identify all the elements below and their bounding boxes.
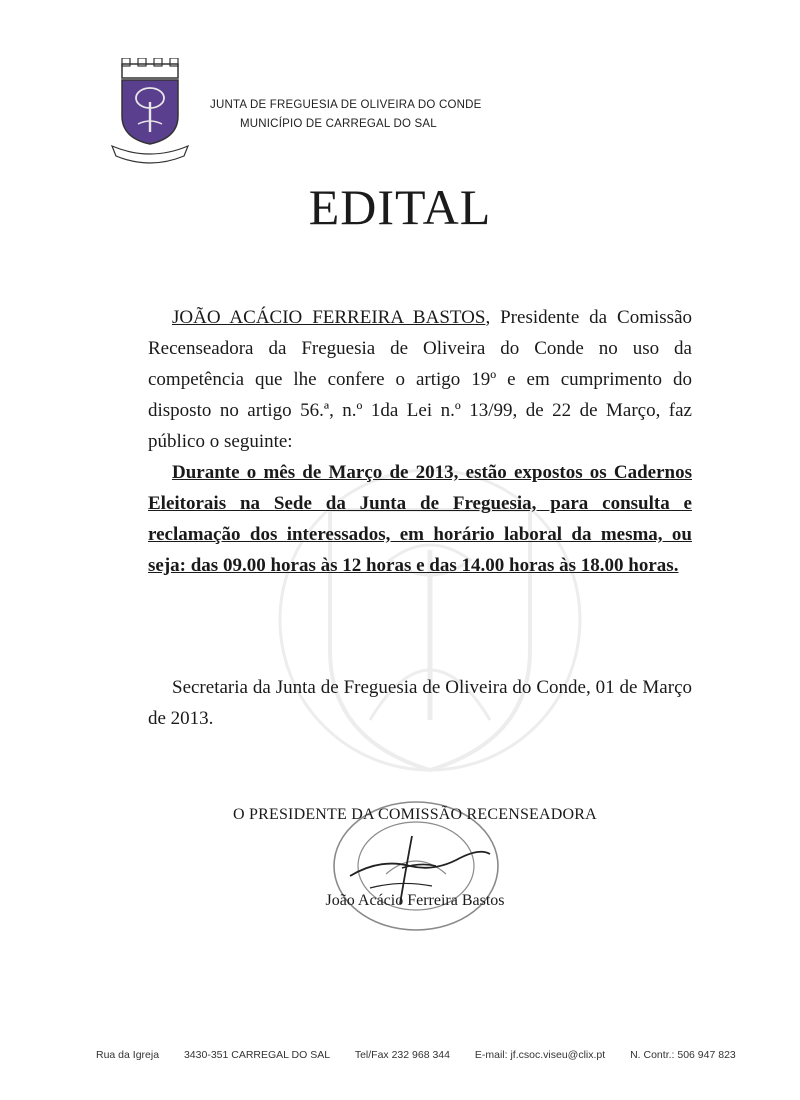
municipal-crest-icon [100, 58, 200, 168]
footer-address: Rua da Igreja [96, 1049, 160, 1061]
closing-text: Secretaria da Junta de Freguesia de Oliveira do Conde, 01 de Março de 2013. [148, 677, 692, 729]
issuer-municipality: MUNICÍPIO DE CARREGAL DO SAL [240, 118, 437, 130]
signatory-name: João Acácio Ferreira Bastos [325, 892, 505, 909]
footer-tax-number: N. Contr.: 506 947 823 [630, 1049, 736, 1061]
president-name: JOÃO ACÁCIO FERREIRA BASTOS [172, 307, 486, 328]
intro-paragraph [148, 302, 692, 457]
issuer-block [210, 96, 482, 134]
intro-text: , Presidente da Comissão Recenseadora da Freguesia de Oliveira do Conde no uso da competência que lhe confere o artigo 19º e em cumprimento do disposto no artigo 56.ª, n.º 1da Lei n.º 13/99, de 22 de Março, faz público o seguinte: [148, 307, 692, 452]
footer-contacts [96, 1049, 756, 1061]
closing-paragraph [148, 672, 692, 734]
footer-phone: Tel/Fax 232 968 344 [354, 1049, 450, 1061]
footer-postal: 3430-351 CARREGAL DO SAL [183, 1049, 331, 1061]
footer-email: E-mail: jf.csoc.viseu@clix.pt [474, 1049, 606, 1061]
document-body [148, 302, 692, 581]
issuer-parish: JUNTA DE FREGUESIA DE OLIVEIRA DO CONDE [210, 99, 482, 111]
signatory-role: O PRESIDENTE DA COMISSÃO RECENSEADORA [233, 806, 597, 823]
document-title: EDITAL [308, 179, 492, 235]
notice-paragraph: Durante o mês de Março de 2013, estão expostos os Cadernos Eleitorais na Sede da Junta de Freguesia, para consulta e reclamação dos interessados, em horário laboral da mesma, ou seja: das 09.00 horas às 12 horas e das 14.00 horas às 18.00 horas. [148, 462, 692, 576]
